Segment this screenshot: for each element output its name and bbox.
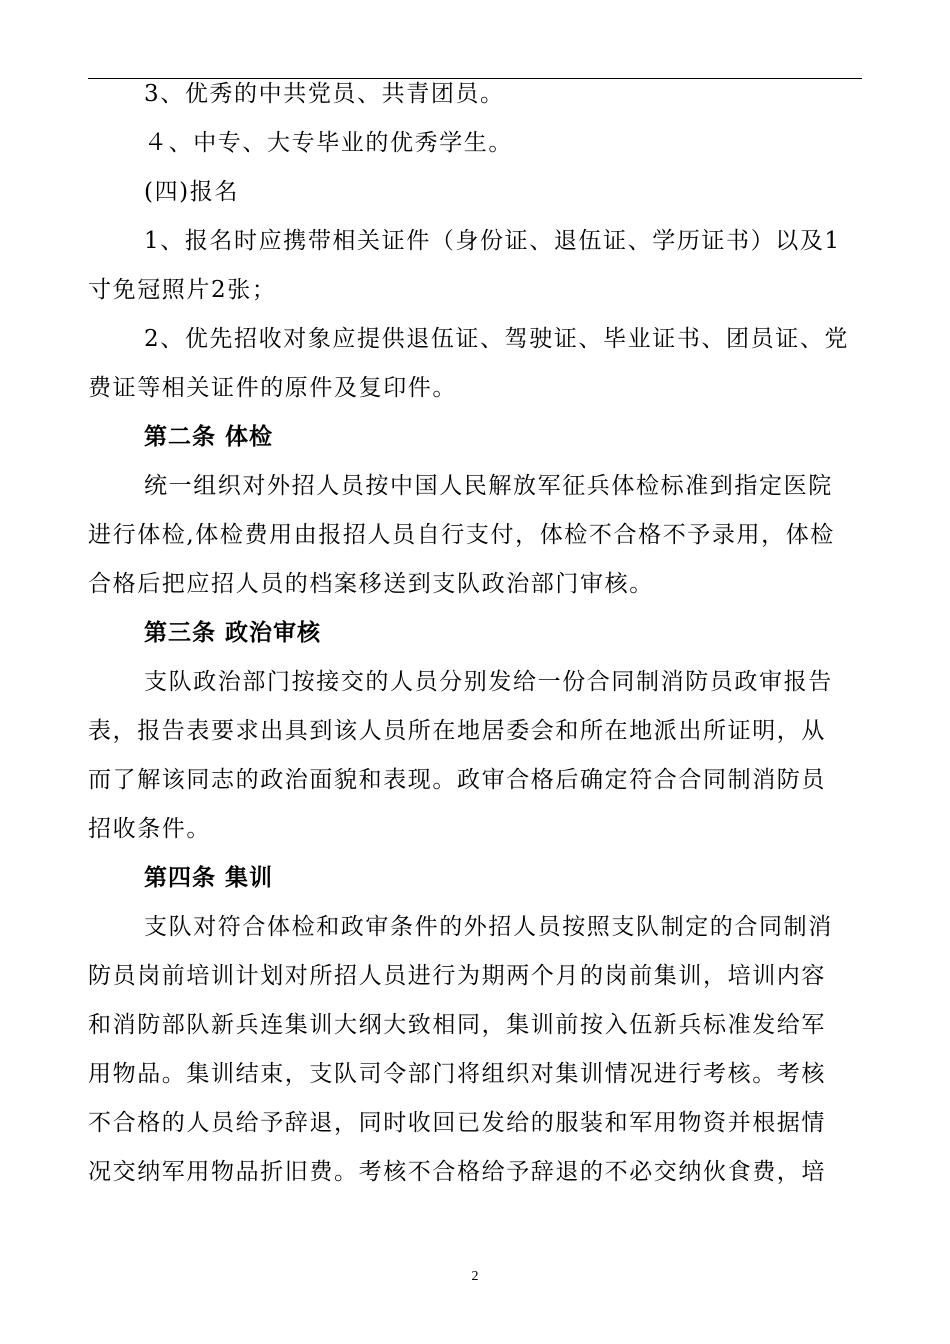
text-line: 进行体检,体检费用由报招人员自行支付，体检不合格不予录用，体检 — [88, 522, 835, 548]
text-line: 用物品。集训结束，支队司令部门将组织对集训情况进行考核。考核 — [88, 1061, 826, 1087]
text-line: 2、优先招收对象应提供退伍证、驾驶证、毕业证书、团员证、党 — [144, 326, 850, 352]
text-line: 表，报告表要求出具到该人员所在地居委会和所在地派出所证明，从 — [88, 718, 826, 744]
text-line: ４、中专、大专毕业的优秀学生。 — [144, 130, 513, 156]
text-line: 和消防部队新兵连集训大纲大致相同，集训前按入伍新兵标准发给军 — [88, 1012, 826, 1038]
text-line: 况交纳军用物品折旧费。考核不合格给予辞退的不必交纳伙食费，培 — [88, 1159, 826, 1185]
text-line: 合格后把应招人员的档案移送到支队政治部门审核。 — [88, 571, 654, 597]
text-line: 统一组织对外招人员按中国人民解放军征兵体检标准到指定医院 — [144, 473, 833, 499]
text-line: 招收条件。 — [88, 816, 211, 842]
document-body — [88, 70, 868, 1197]
text-line: 而了解该同志的政治面貌和表现。政审合格后确定符合合同制消防员 — [88, 767, 826, 793]
text-line: (四)报名 — [144, 179, 239, 205]
text-line: 1、报名时应携带相关证件（身份证、退伍证、学历证书）以及1 — [144, 228, 841, 254]
text-line: 支队对符合体检和政审条件的外招人员按照支队制定的合同制消 — [144, 914, 833, 940]
text-line: 不合格的人员给予辞退，同时收回已发给的服装和军用物资并根据情 — [88, 1110, 826, 1136]
section-heading: 第四条 集训 — [144, 865, 274, 891]
text-line: 费证等相关证件的原件及复印件。 — [88, 375, 457, 401]
text-line: 3、优秀的中共党员、共青团员。 — [144, 81, 505, 107]
text-line: 寸免冠照片2张； — [88, 277, 277, 303]
text-line: 支队政治部门按接交的人员分别发给一份合同制消防员政审报告 — [144, 669, 833, 695]
section-heading: 第二条 体检 — [144, 424, 274, 450]
page-number: 2 — [471, 1269, 479, 1284]
section-heading: 第三条 政治审核 — [144, 620, 322, 646]
text-line: 防员岗前培训计划对所招人员进行为期两个月的岗前集训，培训内容 — [88, 963, 826, 989]
